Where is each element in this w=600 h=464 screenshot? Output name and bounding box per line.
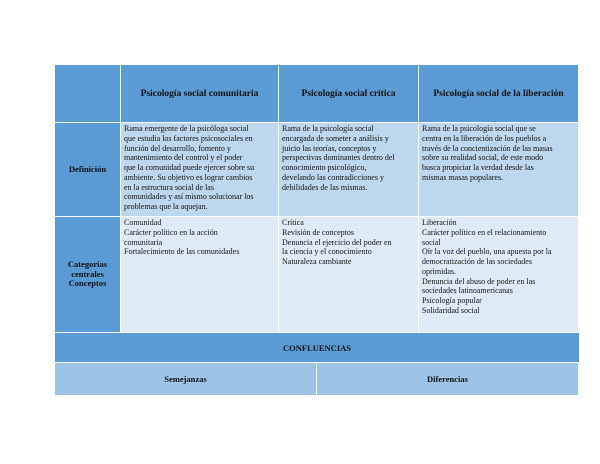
categorias-label [55, 217, 121, 333]
text-line: en la estructura social de las [124, 182, 214, 192]
text-line: centrales [71, 268, 104, 279]
text-line: problemas que la aquejan. [124, 202, 208, 211]
semejanzas-diferencias-row [55, 363, 579, 396]
text-line: oprimidas. [422, 266, 456, 276]
text-line: Solidaridad social [422, 305, 480, 315]
definicion-liberacion [419, 123, 579, 217]
text-line: comunidades y así mismo solucionar los [124, 192, 254, 202]
text-line: busca propiciar la verdad desde las [422, 163, 534, 172]
text-line: través de la concientización de las masas [422, 143, 553, 153]
text-line: función del desarrollo, fomento y [124, 143, 231, 153]
definicion-critica [279, 123, 419, 217]
text-line: Comunidad [124, 218, 162, 227]
confluencias-label: CONFLUENCIAS [282, 342, 351, 353]
text-line: que estudia los factores psicosociales en [124, 133, 253, 143]
text-line: Liberación [422, 218, 457, 227]
text-lines [68, 260, 107, 289]
text-line: Denuncia el ejercicio del poder en [282, 237, 392, 247]
categorias-comunitaria [121, 217, 279, 333]
text-line: ambiente. Su objetivo es lograr cambios [124, 172, 253, 182]
text-line: social [422, 237, 441, 247]
text-line: centra en la liberación de los pueblos a [422, 133, 547, 143]
text-line: Naturaleza cambiante [282, 257, 352, 266]
text-line: encargada de someter a análisis y [282, 133, 389, 143]
diferencias-label: Diferencias [317, 363, 579, 396]
text-line: Oír la voz del pueblo, una apuesta por la [422, 247, 552, 257]
text-line: Conceptos [68, 278, 107, 289]
text-line: comunitaria [124, 237, 163, 247]
definicion-label: Definición [55, 123, 121, 217]
text-lines [124, 124, 275, 212]
text-line: la ciencia y el conocimiento [282, 247, 372, 257]
text-line: que la comunidad puede ejercer sobre su [124, 163, 255, 172]
definicion-comunitaria [121, 123, 279, 217]
text-line: democratización de las sociedades [422, 257, 532, 266]
table-header-row [55, 65, 579, 123]
text-line: Crítica [282, 218, 304, 227]
text-line: conocimiento psicológico, [282, 163, 367, 172]
text-line: Carácter político en la acción [124, 227, 218, 237]
text-line: Carácter político en el relacionamiento [422, 227, 547, 237]
text-lines [282, 218, 415, 267]
text-lines [422, 218, 575, 316]
text-line: sociedades latinoamericanas [422, 286, 513, 296]
text-line: develando las contradicciones y [282, 172, 384, 182]
text-line: Denuncia del abuso de poder en las [422, 276, 536, 286]
categorias-liberacion [419, 217, 579, 333]
text-lines [124, 218, 275, 257]
text-lines [422, 124, 575, 183]
text-line: Fortalecimiento de las comunidades [124, 247, 240, 257]
categorias-critica [279, 217, 419, 333]
text-line: Revisión de conceptos [282, 227, 354, 237]
categorias-row [55, 217, 579, 333]
header-liberacion: Psicología social de la liberación [419, 65, 579, 123]
text-line: mantenimiento del control y el poder [124, 153, 243, 163]
text-line: debilidades de las mismas. [282, 182, 368, 192]
text-lines [282, 124, 415, 192]
header-comunitaria: Psicología social comunitaria [121, 65, 279, 123]
text-line: juicio las teorías, conceptos y [282, 143, 377, 153]
text-line: Rama de la psicología social que se [422, 124, 536, 133]
text-line: mismas masas populares. [422, 172, 504, 182]
text-line: sobre su realidad social, de este modo [422, 153, 544, 163]
comparison-table [55, 65, 579, 396]
semejanzas-label: Semejanzas [55, 363, 317, 396]
definicion-row [55, 123, 579, 217]
text-line: Rama de la psicología social [282, 124, 374, 133]
header-empty-cell [55, 65, 121, 123]
text-line: Categorías [67, 258, 108, 269]
text-line: perspectivas dominantes dentro del [282, 153, 395, 163]
text-line: Psicología popular [422, 296, 482, 305]
confluencias-row [55, 333, 579, 363]
text-line: Rama emergente de la psicóloga social [124, 124, 249, 133]
header-critica: Psicología social crítica [279, 65, 419, 123]
